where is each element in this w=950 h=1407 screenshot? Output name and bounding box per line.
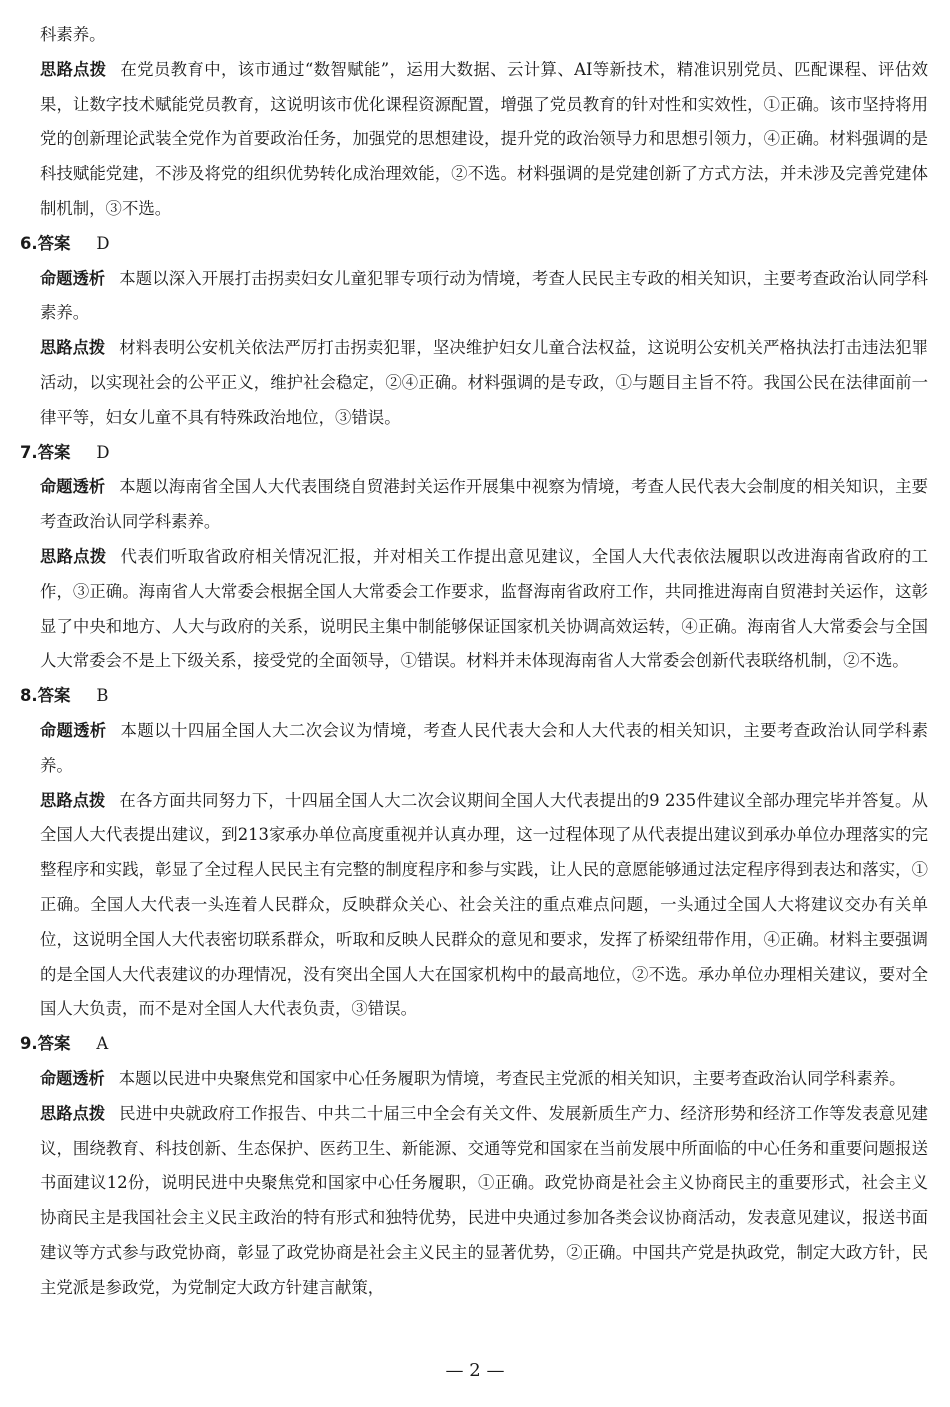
- answer-heading: [20, 1027, 928, 1062]
- answer-value: D: [96, 442, 110, 462]
- paragraph-text: 本题以十四届全国人大二次会议为情境，考查人民代表大会和人大代表的相关知识，主要考查政治认同学科素养。: [40, 720, 928, 775]
- answer-label: 答案: [37, 442, 71, 462]
- answer-label: 答案: [37, 686, 71, 706]
- explanation-paragraph: [40, 540, 928, 679]
- page-number: — 2 —: [445, 1360, 505, 1381]
- section-label: 思路点拨: [40, 790, 106, 810]
- answer-label: 答案: [37, 233, 71, 253]
- explanation-paragraph: [40, 470, 928, 540]
- answer-label: 答案: [37, 1034, 71, 1054]
- explanation-paragraph: [40, 784, 928, 1028]
- section-label: 命题透析: [40, 268, 106, 288]
- explanation-paragraph: [40, 53, 928, 227]
- section-label: 命题透析: [40, 1068, 105, 1088]
- paragraph-text: 在党员教育中，该市通过“数智赋能”，运用大数据、云计算、AI等新技术，精准识别党员、匹配课程、评估效果，让数字技术赋能党员教育，这说明该市优化课程资源配置，增强了党员教育的针对性和实效性，①正确。该市坚持将用党的创新理论武装全党作为首要政治任务，加强党的思想建设，提升党的政治领导力和思想引领力，④正确。材料强调的是科技赋能党建，不涉及将党的组织优势转化成治理效能，②不选。材料强调的是党建创新了方式方法，并未涉及完善党建体制机制，③不选。: [40, 59, 928, 218]
- question-number: 8.: [20, 686, 38, 706]
- explanation-paragraph: [40, 714, 928, 784]
- section-label: 思路点拨: [40, 1103, 106, 1123]
- paragraph-text: 代表们听取省政府相关情况汇报，并对相关工作提出意见建议，全国人大代表依法履职以改进海南省政府的工作，③正确。海南省人大常委会根据全国人大常委会工作要求，监督海南省政府工作，共同推进海南自贸港封关运作，这彰显了中央和地方、人大与政府的关系，说明民主集中制能够保证国家机关协调高效运转，④正确。海南省人大常委会与全国人大常委会不是上下级关系，接受党的全面领导，①错误。材料并未体现海南省人大常委会创新代表联络机制，②不选。: [40, 546, 928, 671]
- explanation-paragraph: [40, 262, 928, 332]
- answer-heading: [20, 679, 928, 714]
- answer-value: A: [96, 1034, 109, 1054]
- section-label: 思路点拨: [40, 59, 107, 79]
- explanation-paragraph: [40, 331, 928, 435]
- paragraph-text: 本题以海南省全国人大代表围绕自贸港封关运作开展集中视察为情境，考查人民代表大会制度的相关知识，主要考查政治认同学科素养。: [40, 477, 929, 532]
- section-label: 命题透析: [40, 720, 107, 740]
- section-label: 命题透析: [40, 477, 106, 497]
- question-number: 7.: [20, 442, 38, 462]
- section-label: 思路点拨: [40, 338, 106, 358]
- answer-value: D: [96, 233, 110, 253]
- question-number: 9.: [20, 1034, 38, 1054]
- paragraph-text: 本题以民进中央聚焦党和国家中心任务履职为情境，考查民主党派的相关知识，主要考查政治认同学科素养。: [118, 1068, 906, 1088]
- document-page: [20, 18, 929, 1305]
- paragraph-text: 本题以深入开展打击拐卖妇女儿童犯罪专项行动为情境，考查人民民主专政的相关知识，主要考查政治认同学科素养。: [40, 268, 929, 323]
- answer-blocks: [20, 53, 929, 1306]
- section-label: 思路点拨: [40, 546, 107, 566]
- paragraph-text: 民进中央就政府工作报告、中共二十届三中全会有关文件、发展新质生产力、经济形势和经济工作等发表意见建议，围绕教育、科技创新、生态保护、医药卫生、新能源、交通等党和国家在当前发展中所面临的中心任务和重要问题报送书面建议12份，说明民进中央聚焦党和国家中心任务履职，①正确。政党协商是社会主义协商民主的重要形式，社会主义协商民主是我国社会主义民主政治的特有形式和独特优势，民进中央通过参加各类会议协商活动，发表意见建议，报送书面建议等方式参与政党协商，彰显了政党协商是社会主义民主的显著优势，②正确。中国共产党是执政党，制定大政方针，民主党派是参政党，为党制定大政方针建言献策，: [40, 1103, 929, 1297]
- paragraph-text: 材料表明公安机关依法严厉打击拐卖犯罪，坚决维护妇女儿童合法权益，这说明公安机关严格执法打击违法犯罪活动，以实现社会的公平正义，维护社会稳定，②④正确。材料强调的是专政，①与题目主旨不符。我国公民在法律面前一律平等，妇女儿童不具有特殊政治地位，③错误。: [40, 338, 929, 427]
- answer-heading: [20, 436, 928, 471]
- question-number: 6.: [20, 233, 38, 253]
- lead-in-text: 科素养。: [40, 25, 106, 44]
- explanation-paragraph: [40, 1062, 928, 1097]
- answer-value: B: [96, 686, 109, 706]
- answer-heading: [20, 227, 928, 262]
- explanation-paragraph: [40, 1097, 928, 1306]
- paragraph-text: 在各方面共同努力下，十四届全国人大二次会议期间全国人大代表提出的9 235件建议全部办理完毕并答复。从全国人大代表提出建议，到213家承办单位高度重视并认真办理，这一过程体现了从代表提出建议到承办单位办理落实的完整程序和实践，彰显了全过程人民民主有完整的制度程序和参与实践，让人民的意愿能够通过法定程序得到表达和落实，①正确。全国人大代表一头连着人民群众，反映群众关心、社会关注的重点难点问题，一头通过全国人大将建议交办有关单位，这说明全国人大代表密切联系群众，听取和反映人民群众的意见和要求，发挥了桥梁纽带作用，④正确。材料主要强调的是全国人大代表建议的办理情况，没有突出全国人大在国家机构中的最高地位，②不选。承办单位办理相关建议，要对全国人大负责，而不是对全国人大代表负责，③错误。: [40, 790, 928, 1019]
